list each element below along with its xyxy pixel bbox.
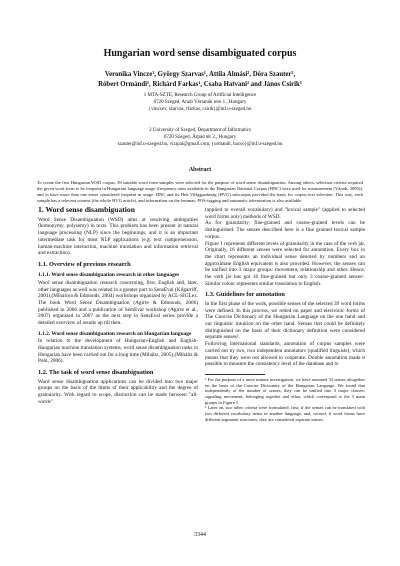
footnote-rule <box>205 374 265 375</box>
subsection-heading: 1.1. Overview of previous research <box>38 260 131 268</box>
section-heading: 1. Word sense disambiguation <box>38 205 135 214</box>
affiliation-line: 6720 Szeged, Árpád tér 2., Hungary <box>163 135 237 140</box>
body-paragraph: Word sense disambiguation applications can be divided into two major groups on the basis of the limits of their applicability and the degree of granularity. With regard to scope, distinction can be made between "all-words" <box>38 378 198 405</box>
subsection-heading: 1.2. The task of word sense disambiguation <box>38 369 154 377</box>
author-line: Veronika Vincze¹, György Szarvas¹, Attila Almási², Dóra Szauter³, <box>104 71 296 78</box>
affiliation-email: {vinczev, szarvas, rfarkas, csirik}@inf.u-szeged.hu <box>148 107 252 112</box>
affiliation-line: 1 MTA-SZTE, Research Group of Artificial Intelligence <box>143 93 257 98</box>
body-paragraph: In the first phase of the work, possible senses of the selected 39 word forms were defined. In this process, we relied on paper and electronic forms of The Concise Dictionary of the Hungarian Language on the one hand and our linguistic intuition on the other hand. Senses that could be definitely distinguished on the basis of their dictionary definition were considered separate senses². <box>205 300 365 341</box>
author-line: Róbert Ormándi¹, Richárd Farkas¹, Csaba Hatvani² and János Csirik¹ <box>98 80 302 88</box>
footnote: ¹ For the purpose of a more minute investigation, we have assumed 33 senses altogether on the basis of the Concise Dictionary of the Hungarian Language. We found that independently of the number of senses, they can be unified into 3 major classes: signaling movement, belonging together and other, which correspond to the 3 main groups in Figure 1. <box>205 376 365 405</box>
abstract-heading: Abstract <box>188 167 212 173</box>
left-column <box>38 207 198 405</box>
footnote: ² Later on, two other criteria were formulated: first, if the senses can be translated with two different vocabulary items in another language, and, second, if word forms have different argument structures, they are considered separate senses. <box>205 405 365 422</box>
author-list <box>0 70 400 89</box>
affiliation-email: szauter@inf.u-szeged.hu, vizipal@gmail.com, {ormandi, hacso}@inf.u-szeged.hu <box>117 142 283 147</box>
body-paragraph: Following international standards, annotation of corpus samples were carried out by two, two independent annotators (qualified linguists), which means that they were not allowed to cooperate. Double annotation made it possible to measure the consistency level of the database and to <box>205 341 365 368</box>
body-paragraph: (applied to overall vocabulary) and "lexical sample" (applied to selected word forms only) methods of WSD. <box>205 207 365 220</box>
subsection-heading: 1.3. Guidelines for annotation <box>205 291 285 299</box>
affiliation-line: 2 University of Szeged, Department of Informatics <box>149 128 251 133</box>
body-paragraph: Word Sense Disambiguation (WSD) aims at resolving ambiguities (homonymy, polysemy) in texts. This problem has been present in natural language processing (NLP) since the beginnings, and it is an important intermediate task for most NLP applications (e.g. text comprehension, human-machine interaction, machine translation and information retrieval and extraction). <box>38 216 198 257</box>
subsubsection-heading: 1.1.1. Word sense disambiguation research in other languages <box>38 272 180 279</box>
affiliation-2 <box>0 127 400 148</box>
body-paragraph: In relation to the development of Hungarian-English and English-Hungarian machine translation systems, word sense disambiguation tasks in Hungarian have been carried out for a long time (Miháltz, 2005),(Miháltz & Pohl, 2006). <box>38 338 198 365</box>
body-paragraph: Figure 1 represents different levels of granularity in the case of the verb jár. Originally, 16 different senses were selected for annotation. Every box in the chart represents an individual sense denoted by numbers and an approximate English equivalent is also provided. However, the senses can be unified into 3 major groups: movement, relationship and other. Hence, the verb jár has got 16 fine-grained but only 3 coarse-grained senses¹. Similar colour represents similar translation to English. <box>205 240 365 287</box>
body-paragraph: As for granularity, fine-grained and coarse-grained levels can be distinguished. The senses described here is a fine grained lexical sample corpus. <box>205 220 365 240</box>
paper-title: Hungarian word sense disambiguated corpus <box>103 48 297 59</box>
affiliation-line: 6720 Szeged, Aradi Vértanúk tere 1., Hungary <box>153 100 247 105</box>
page-number: 3344 <box>194 532 206 538</box>
abstract-text: To create the first Hungarian WSD corpus, 39 suitable word form samples were selected for the purpose of word sense disambiguation. Among others, selection criteria required the given word form to be frequent in Hungarian language usage (frequency rates available in the Hungarian National Corpus (HNC) were used for measurement (Váradi, 2000)), and to have more than one sense considered frequent in usage. HNC and its Heti Világgazdaság (HVG) subcorpus provided the basis for corpus text selection. This way, each sample has a relevant context (the whole HVG article), and information on the lemmas, POS-tagging and automatic tokenization is also available. <box>37 180 363 203</box>
body-paragraph: Word sense disambiguation research concerning, first, English and, later, other languages as well was related in a greater part to SensEval (Kilgarriff, 2001),(Mihalcea & Edmonds, 2004) workshops organized by ACL-SIGLex. The book Word Sense Disambiguation (Agirre & Edmonds, 2006) published in 2006 and a publication of SemEval workshop (Agirre et al., 2007) organized in 2007 as the next step in SensEval series provide a detailed overview of results up till then. <box>38 279 199 327</box>
subsubsection-heading: 1.1.2. Word sense disambiguation research on Hungarian language <box>38 330 192 337</box>
affiliation-1 <box>0 92 400 113</box>
right-column <box>205 207 365 423</box>
